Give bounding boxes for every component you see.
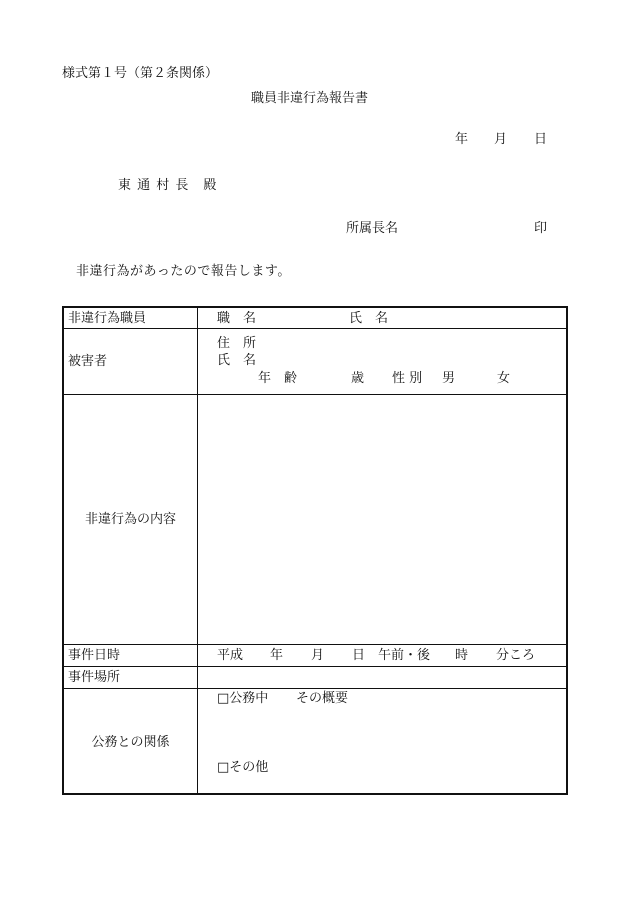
- datetime-year: 年: [270, 648, 284, 663]
- victim-age-unit: 歳: [351, 371, 365, 386]
- victim-sex-label: 性 別: [392, 371, 423, 386]
- date-month-label: 月: [494, 132, 508, 147]
- offender-label: 非違行為職員: [68, 311, 147, 326]
- victim-address-label: 住 所: [217, 336, 257, 351]
- row-divider: [64, 394, 566, 395]
- datetime-month: 月: [311, 648, 325, 663]
- datetime-minute: 分ころ: [496, 648, 536, 663]
- offender-name-label: 氏 名: [349, 311, 389, 326]
- on-duty-checkbox-label: □公務中: [217, 691, 269, 706]
- victim-male-option: 男: [442, 371, 456, 386]
- form-number: 様式第１号（第２条関係）: [62, 66, 219, 81]
- victim-female-option: 女: [497, 371, 511, 386]
- content-label: 非違行為の内容: [84, 512, 176, 527]
- victim-age-label: 年 齢: [258, 371, 298, 386]
- datetime-hour: 時: [455, 648, 469, 663]
- offender-post-label: 職 名: [217, 311, 257, 326]
- victim-name-label: 氏 名: [217, 353, 257, 368]
- duty-summary-label: その概要: [296, 691, 349, 706]
- datetime-ampm: 午前・後: [378, 648, 431, 663]
- row-divider: [64, 688, 566, 689]
- date-day-label: 日: [534, 132, 548, 147]
- row-divider: [64, 328, 566, 329]
- report-table: [62, 306, 568, 795]
- datetime-day: 日: [352, 648, 366, 663]
- datetime-era: 平成: [217, 648, 244, 663]
- seal-mark: 印: [534, 221, 548, 236]
- victim-label: 被害者: [68, 354, 108, 369]
- row-divider: [64, 666, 566, 667]
- datetime-label: 事件日時: [68, 648, 121, 663]
- duty-relation-label: 公務との関係: [91, 735, 170, 750]
- row-divider: [64, 644, 566, 645]
- other-checkbox-label: □その他: [217, 760, 269, 775]
- column-divider: [197, 308, 198, 793]
- office-head-label: 所属長名: [346, 221, 399, 236]
- place-label: 事件場所: [68, 670, 121, 685]
- document-title: 職員非違行為報告書: [251, 91, 369, 106]
- intro-text: 非違行為があったので報告します。: [76, 264, 291, 279]
- addressee: 東 通 村 長 殿: [118, 178, 218, 193]
- date-year-label: 年: [455, 132, 469, 147]
